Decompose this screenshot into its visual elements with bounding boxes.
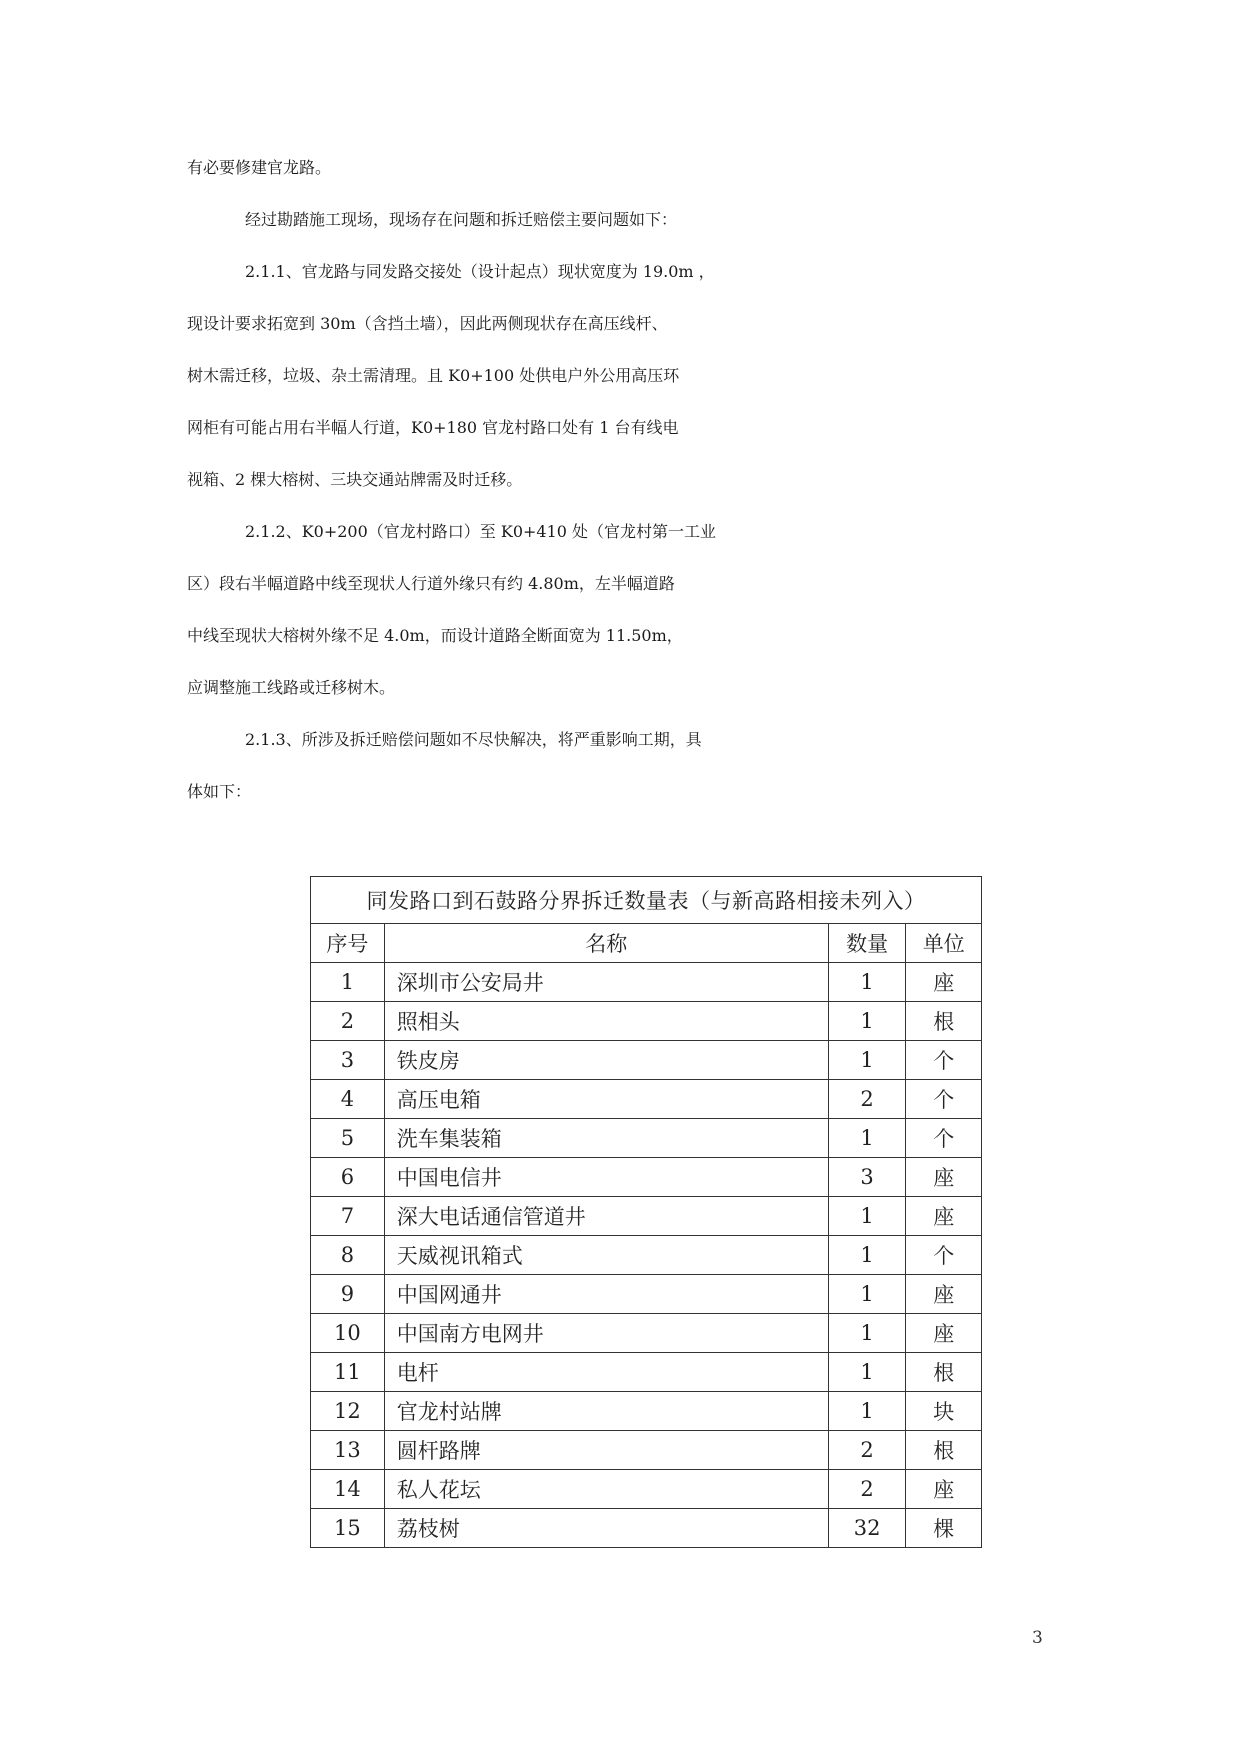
- row-no-cell: 4: [311, 1080, 385, 1119]
- body-line-6: 网柜有可能占用右半幅人行道，K0+180 官龙村路口处有 1 台有线电: [187, 418, 679, 437]
- body-line-7: 视箱、2 棵大榕树、三块交通站牌需及时迁移。: [187, 470, 523, 489]
- row-qty-cell: 1: [828, 963, 906, 1002]
- row-no-cell: 1: [311, 963, 385, 1002]
- table-row: [311, 1041, 982, 1080]
- row-qty-cell: 1: [828, 1353, 906, 1392]
- row-no-cell: 10: [311, 1314, 385, 1353]
- row-no-cell: 13: [311, 1431, 385, 1470]
- row-qty-cell: 1: [828, 1041, 906, 1080]
- row-no-cell: 14: [311, 1470, 385, 1509]
- header-name: 名称: [384, 924, 828, 963]
- body-line-4: 现设计要求拓宽到 30m（含挡土墙），因此两侧现状存在高压线杆、: [187, 314, 668, 333]
- header-unit: 单位: [906, 924, 982, 963]
- body-line-8: 2.1.2、K0+200（官龙村路口）至 K0+410 处（官龙村第一工业: [245, 522, 717, 541]
- header-no: 序号: [311, 924, 385, 963]
- row-name-cell: 深圳市公安局井: [384, 963, 828, 1002]
- row-name-cell: 中国电信井: [384, 1158, 828, 1197]
- table-row: [311, 1431, 982, 1470]
- body-line-12: 2.1.3、所涉及拆迁赔偿问题如不尽快解决，将严重影响工期，具: [245, 730, 702, 749]
- row-qty-cell: 1: [828, 1392, 906, 1431]
- row-unit-cell: 座: [906, 1470, 982, 1509]
- row-qty-cell: 2: [828, 1470, 906, 1509]
- table-row: [311, 963, 982, 1002]
- row-name-cell: 圆杆路牌: [384, 1431, 828, 1470]
- table-row: [311, 1509, 982, 1548]
- row-unit-cell: 个: [906, 1080, 982, 1119]
- body-text: [187, 155, 1057, 831]
- row-no-cell: 8: [311, 1236, 385, 1275]
- body-line-2: 经过勘踏施工现场，现场存在问题和拆迁赔偿主要问题如下：: [245, 210, 678, 229]
- row-unit-cell: 根: [906, 1431, 982, 1470]
- row-name-cell: 电杆: [384, 1353, 828, 1392]
- row-qty-cell: 1: [828, 1275, 906, 1314]
- row-no-cell: 9: [311, 1275, 385, 1314]
- row-name-cell: 高压电箱: [384, 1080, 828, 1119]
- row-no-cell: 12: [311, 1392, 385, 1431]
- row-no-cell: 6: [311, 1158, 385, 1197]
- row-unit-cell: 个: [906, 1119, 982, 1158]
- row-no-cell: 2: [311, 1002, 385, 1041]
- row-qty-cell: 2: [828, 1431, 906, 1470]
- table-row: [311, 1197, 982, 1236]
- table-row: [311, 1119, 982, 1158]
- row-no-cell: 15: [311, 1509, 385, 1548]
- row-unit-cell: 块: [906, 1392, 982, 1431]
- table-row: [311, 1470, 982, 1509]
- body-line-13: 体如下：: [187, 782, 252, 801]
- row-qty-cell: 1: [828, 1236, 906, 1275]
- body-line-11: 应调整施工线路或迁移树木。: [187, 678, 396, 697]
- table-row: [311, 1158, 982, 1197]
- row-no-cell: 5: [311, 1119, 385, 1158]
- row-unit-cell: 座: [906, 1158, 982, 1197]
- row-no-cell: 7: [311, 1197, 385, 1236]
- row-unit-cell: 座: [906, 1197, 982, 1236]
- row-unit-cell: 棵: [906, 1509, 982, 1548]
- table-caption-row: [311, 877, 982, 924]
- row-no-cell: 11: [311, 1353, 385, 1392]
- body-line-1: 有必要修建官龙路。: [187, 158, 332, 177]
- row-unit-cell: 个: [906, 1041, 982, 1080]
- row-name-cell: 官龙村站牌: [384, 1392, 828, 1431]
- row-qty-cell: 1: [828, 1197, 906, 1236]
- row-qty-cell: 32: [828, 1509, 906, 1548]
- row-unit-cell: 座: [906, 963, 982, 1002]
- row-name-cell: 天威视讯箱式: [384, 1236, 828, 1275]
- table-row: [311, 1236, 982, 1275]
- row-name-cell: 深大电话通信管道井: [384, 1197, 828, 1236]
- row-qty-cell: 3: [828, 1158, 906, 1197]
- table-caption: 同发路口到石鼓路分界拆迁数量表（与新高路相接未列入）: [311, 877, 982, 924]
- table-row: [311, 1314, 982, 1353]
- row-name-cell: 荔枝树: [384, 1509, 828, 1548]
- row-no-cell: 3: [311, 1041, 385, 1080]
- table-row: [311, 1392, 982, 1431]
- row-unit-cell: 座: [906, 1275, 982, 1314]
- row-qty-cell: 1: [828, 1119, 906, 1158]
- row-qty-cell: 2: [828, 1080, 906, 1119]
- body-line-3: 2.1.1、官龙路与同发路交接处（设计起点）现状宽度为 19.0m ，: [245, 262, 715, 281]
- table-row: [311, 1080, 982, 1119]
- row-qty-cell: 1: [828, 1314, 906, 1353]
- body-line-10: 中线至现状大榕树外缘不足 4.0m，而设计道路全断面宽为 11.50m，: [187, 626, 683, 645]
- table-row: [311, 1275, 982, 1314]
- row-name-cell: 中国网通井: [384, 1275, 828, 1314]
- row-name-cell: 中国南方电网井: [384, 1314, 828, 1353]
- page-number: 3: [1032, 1628, 1043, 1648]
- row-unit-cell: 个: [906, 1236, 982, 1275]
- row-unit-cell: 座: [906, 1314, 982, 1353]
- row-qty-cell: 1: [828, 1002, 906, 1041]
- body-line-9: 区）段右半幅道路中线至现状人行道外缘只有约 4.80m，左半幅道路: [187, 574, 675, 593]
- table-body: [311, 963, 982, 1548]
- table-row: [311, 1002, 982, 1041]
- demolition-quantity-table: [310, 876, 982, 1548]
- row-unit-cell: 根: [906, 1353, 982, 1392]
- table-header-row: [311, 924, 982, 963]
- row-name-cell: 照相头: [384, 1002, 828, 1041]
- row-unit-cell: 根: [906, 1002, 982, 1041]
- header-qty: 数量: [828, 924, 906, 963]
- row-name-cell: 洗车集装箱: [384, 1119, 828, 1158]
- body-line-5: 树木需迁移，垃圾、杂土需清理。且 K0+100 处供电户外公用高压环: [187, 366, 680, 385]
- row-name-cell: 私人花坛: [384, 1470, 828, 1509]
- row-name-cell: 铁皮房: [384, 1041, 828, 1080]
- table-row: [311, 1353, 982, 1392]
